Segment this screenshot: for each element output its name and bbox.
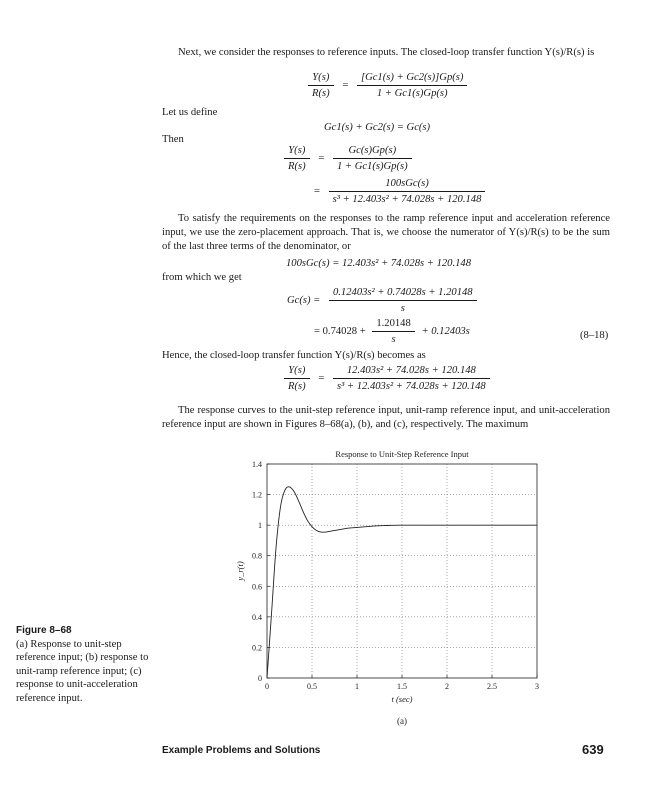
- x-tick-label: 2.5: [487, 682, 497, 691]
- y-tick-label: 0.6: [252, 582, 262, 592]
- equation-numerator: 100sGc(s) = 12.403s² + 74.028s + 120.148: [286, 258, 471, 269]
- equation-closed-loop: $\frac{Y(s)}{R(s)}$ = $\frac{Gc(s)Gp(s)}{1 + Gc1(s)Gp(s)}$: [284, 145, 412, 172]
- from-which-label: from which we get: [162, 272, 242, 283]
- y-axis-label: y_r(t): [235, 561, 245, 581]
- equation-number: (8–18): [580, 330, 609, 341]
- x-tick-label: 1: [355, 682, 359, 691]
- hence-label: Hence, the closed-loop transfer function Y(s)/R(s) becomes as: [162, 350, 426, 361]
- let-us-define: Let us define: [162, 107, 218, 118]
- then-label: Then: [162, 134, 184, 145]
- zero-placement-paragraph: To satisfy the requirements on the responses to the ramp reference input and acceleration reference input, we use the zero-placement approach. That is, we choose the numerator of Y(s)/R(s) to be the sum of the last three terms of the denominator, or: [162, 213, 610, 252]
- footer-section: Example Problems and Solutions: [162, 745, 321, 756]
- intro-paragraph: Next, we consider the responses to reference inputs. The closed-loop transfer function Y(s)/R(s) is: [178, 47, 595, 58]
- y-tick-label: 0.8: [252, 551, 262, 561]
- x-axis-label: t (sec): [391, 694, 413, 704]
- response-curves-paragraph: The response curves to the unit-step reference input, unit-ramp reference input, and unit-acceleration reference input are shown in Figures 8–68(a), (b), and (c), respectively. The maximum: [162, 405, 610, 430]
- y-tick-label: 1: [258, 521, 262, 531]
- plot-frame: [267, 464, 537, 678]
- equation-gc-expanded: = 0.74028 + $\frac{1.20148}{s}$ + 0.12403s: [314, 318, 470, 345]
- x-tick-label: 0.5: [307, 682, 317, 691]
- subfigure-label: (a): [397, 716, 407, 726]
- x-tick-label: 0: [265, 682, 269, 691]
- step-response-chart: [230, 446, 560, 731]
- figure-caption: (a) Response to unit-step reference input; (b) response to unit-ramp reference input; (c) response to unit-acceleration reference input.: [16, 638, 149, 704]
- chart-title: Response to Unit-Step Reference Input: [335, 449, 469, 459]
- equation-transfer-function: $\frac{Y(s)}{R(s)}$ = $\frac{[Gc1(s) + Gc2(s)]Gp(s)}{1 + Gc1(s)Gp(s)}$: [308, 72, 467, 99]
- equation-final-transfer: $\frac{Y(s)}{R(s)}$ = $\frac{\text{12.403s² + 74.028s + 120.148}}{\text{s³ + 12.403s² + 74.028s + 120.148}}$: [284, 365, 490, 392]
- y-tick-label: 1.4: [252, 460, 262, 469]
- y-tick-label: 0: [258, 674, 262, 683]
- y-tick-label: 0.4: [252, 612, 262, 622]
- x-tick-label: 3: [535, 682, 539, 691]
- figure-label: Figure 8–68: [16, 625, 72, 636]
- x-tick-label: 2: [445, 682, 449, 691]
- equation-gc: Gc(s) = $\frac{\text{0.12403s² + 0.74028s + 1.20148}}{s}$: [287, 287, 477, 314]
- x-tick-label: 1.5: [397, 682, 407, 691]
- y-tick-label: 1.2: [252, 490, 262, 500]
- page-number: 639: [582, 742, 604, 757]
- y-tick-label: 0.2: [252, 643, 262, 653]
- equation-closed-loop-expanded: = $\frac{\text{100sGc(s)}}{\text{s³ + 12.403s² + 74.028s + 120.148}}$: [308, 178, 485, 205]
- equation-define-gc: Gc1(s) + Gc2(s) = Gc(s): [324, 122, 431, 133]
- figure-caption-block: [16, 624, 156, 705]
